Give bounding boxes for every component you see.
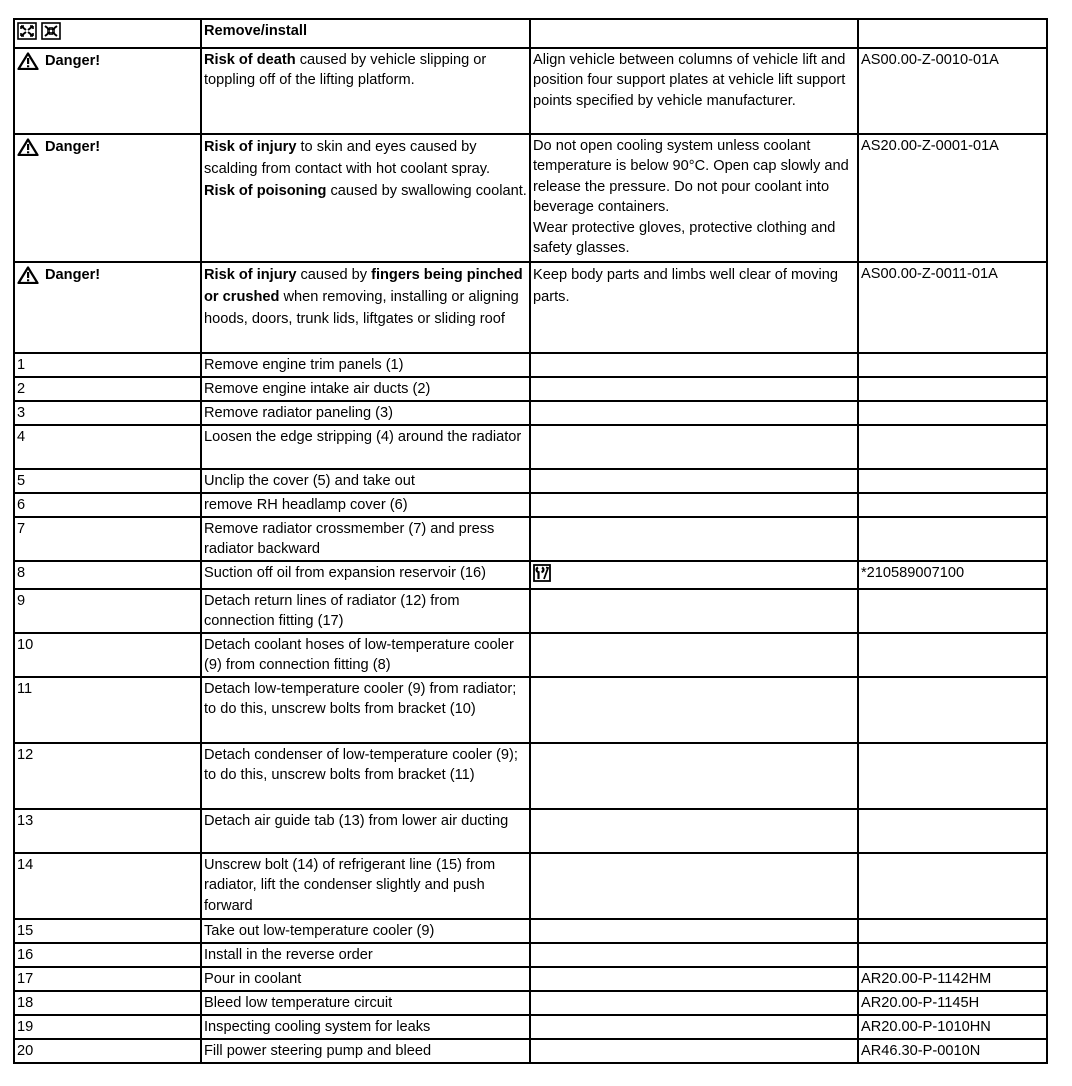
document-reference	[858, 517, 1047, 561]
risk-text: to skin and eyes caused by scalding from contact with hot coolant spray.	[204, 138, 491, 177]
step-text: Detach air guide tab (13) from lower air ducting	[201, 809, 530, 853]
danger-label-cell	[14, 48, 201, 134]
header-row	[14, 19, 1047, 48]
risk-heading: Risk of death	[204, 51, 296, 68]
step-row	[14, 425, 1047, 469]
step-number: 13	[14, 809, 201, 853]
measure-line: Wear protective gloves, protective clothing and safety glasses.	[533, 219, 836, 256]
step-text: Bleed low temperature circuit	[201, 991, 530, 1015]
step-row	[14, 809, 1047, 853]
document-reference: AR20.00-P-1145H	[858, 991, 1047, 1015]
danger-risk-cell	[201, 48, 530, 134]
step-tool-cell	[530, 967, 858, 991]
remove-icon	[17, 22, 37, 47]
document-reference: AR20.00-P-1010HN	[858, 1015, 1047, 1039]
step-number: 2	[14, 377, 201, 401]
step-tool-cell	[530, 919, 858, 943]
step-number: 8	[14, 561, 201, 589]
step-number: 18	[14, 991, 201, 1015]
document-reference	[858, 589, 1047, 633]
step-text: Detach condenser of low-temperature cooler (9); to do this, unscrew bolts from bracket (11)	[201, 743, 530, 809]
step-number: 10	[14, 633, 201, 677]
danger-label-cell	[14, 134, 201, 262]
step-row	[14, 943, 1047, 967]
document-reference	[858, 493, 1047, 517]
document-reference	[858, 377, 1047, 401]
danger-measure-cell: Keep body parts and limbs well clear of moving parts.	[530, 262, 858, 353]
step-text: Loosen the edge stripping (4) around the radiator	[201, 425, 530, 469]
step-tool-cell	[530, 743, 858, 809]
danger-row	[14, 48, 1047, 134]
step-tool-cell	[530, 493, 858, 517]
document-reference: AS00.00-Z-0011-01A	[858, 262, 1047, 353]
document-reference	[858, 853, 1047, 919]
step-row	[14, 517, 1047, 561]
install-icon	[41, 22, 61, 47]
danger-row	[14, 262, 1047, 353]
step-text: Remove radiator paneling (3)	[201, 401, 530, 425]
header-empty-cell	[858, 19, 1047, 48]
step-tool-cell	[530, 1015, 858, 1039]
step-tool-cell	[530, 377, 858, 401]
step-row	[14, 633, 1047, 677]
measure-line: Do not open cooling system unless coolant temperature is below 90°C. Open cap slowly and release the pressure. Do not pour coolant into beverage containers.	[533, 137, 849, 215]
step-text: Remove radiator crossmember (7) and press radiator backward	[201, 517, 530, 561]
document-reference: AS00.00-Z-0010-01A	[858, 48, 1047, 134]
step-tool-cell	[530, 991, 858, 1015]
header-title: Remove/install	[201, 19, 530, 48]
risk-text: caused by	[296, 266, 372, 283]
step-tool-cell	[530, 809, 858, 853]
risk-text: caused by vehicle slipping or toppling off of the lifting platform.	[204, 51, 487, 88]
step-tool-cell	[530, 353, 858, 377]
step-row	[14, 401, 1047, 425]
step-text: Inspecting cooling system for leaks	[201, 1015, 530, 1039]
step-number: 20	[14, 1039, 201, 1063]
danger-risk-cell	[201, 134, 530, 262]
step-text: remove RH headlamp cover (6)	[201, 493, 530, 517]
step-number: 15	[14, 919, 201, 943]
danger-label: Danger!	[45, 138, 101, 155]
step-number: 3	[14, 401, 201, 425]
document-reference: *210589007100	[858, 561, 1047, 589]
step-number: 17	[14, 967, 201, 991]
step-text: Detach return lines of radiator (12) from connection fitting (17)	[201, 589, 530, 633]
header-empty-cell	[530, 19, 858, 48]
danger-measure-cell: Align vehicle between columns of vehicle lift and position four support plates at vehicle lift support points specified by vehicle manufacturer.	[530, 48, 858, 134]
step-tool-cell	[530, 1039, 858, 1063]
step-tool-cell	[530, 589, 858, 633]
step-tool-cell	[530, 853, 858, 919]
header-icons-cell	[14, 19, 201, 48]
document-reference	[858, 943, 1047, 967]
danger-label: Danger!	[45, 52, 101, 69]
step-text: Fill power steering pump and bleed	[201, 1039, 530, 1063]
step-tool-cell	[530, 633, 858, 677]
step-tool-cell	[530, 469, 858, 493]
step-tool-cell	[530, 425, 858, 469]
step-number: 16	[14, 943, 201, 967]
step-row	[14, 493, 1047, 517]
danger-label-cell	[14, 262, 201, 353]
step-row	[14, 1039, 1047, 1063]
document-reference	[858, 919, 1047, 943]
step-tool-cell	[530, 561, 858, 589]
step-number: 5	[14, 469, 201, 493]
step-text: Take out low-temperature cooler (9)	[201, 919, 530, 943]
step-row	[14, 561, 1047, 589]
procedure-table	[13, 18, 1048, 1064]
step-row	[14, 743, 1047, 809]
step-row	[14, 677, 1047, 743]
document-reference	[858, 743, 1047, 809]
step-number: 1	[14, 353, 201, 377]
danger-risk-cell	[201, 262, 530, 353]
step-number: 12	[14, 743, 201, 809]
step-text: Unscrew bolt (14) of refrigerant line (15) from radiator, lift the condenser slightly and push forward	[201, 853, 530, 919]
document-reference	[858, 809, 1047, 853]
step-row	[14, 469, 1047, 493]
step-text: Detach low-temperature cooler (9) from radiator; to do this, unscrew bolts from bracket (10)	[201, 677, 530, 743]
step-number: 9	[14, 589, 201, 633]
step-row	[14, 853, 1047, 919]
step-tool-cell	[530, 401, 858, 425]
danger-row	[14, 134, 1047, 262]
document-reference	[858, 401, 1047, 425]
document-reference: AS20.00-Z-0001-01A	[858, 134, 1047, 262]
danger-measure-cell	[530, 134, 858, 262]
step-text: Pour in coolant	[201, 967, 530, 991]
step-number: 19	[14, 1015, 201, 1039]
step-row	[14, 991, 1047, 1015]
step-text: Detach coolant hoses of low-temperature cooler (9) from connection fitting (8)	[201, 633, 530, 677]
step-row	[14, 377, 1047, 401]
step-number: 4	[14, 425, 201, 469]
risk-heading: Risk of injury	[204, 138, 297, 155]
document-reference	[858, 469, 1047, 493]
step-number: 6	[14, 493, 201, 517]
step-text: Remove engine intake air ducts (2)	[201, 377, 530, 401]
step-row	[14, 353, 1047, 377]
special-tool-icon	[533, 564, 855, 582]
step-text: Unclip the cover (5) and take out	[201, 469, 530, 493]
warning-triangle-icon	[17, 137, 39, 156]
document-reference: AR20.00-P-1142HM	[858, 967, 1047, 991]
risk-heading: Risk of injury	[204, 266, 297, 283]
document-reference	[858, 677, 1047, 743]
step-number: 14	[14, 853, 201, 919]
document-reference	[858, 633, 1047, 677]
step-number: 7	[14, 517, 201, 561]
risk-text: caused by swallowing coolant.	[326, 182, 527, 199]
procedure-table-container	[13, 18, 1048, 1064]
warning-triangle-icon	[17, 51, 39, 70]
step-tool-cell	[530, 677, 858, 743]
step-tool-cell	[530, 943, 858, 967]
step-tool-cell	[530, 517, 858, 561]
risk-text: when removing, installing or aligning hoods, doors, trunk lids, liftgates or sliding roof	[204, 288, 519, 327]
risk-emphasis: fingers being pinched or crushed	[204, 266, 523, 305]
document-reference: AR46.30-P-0010N	[858, 1039, 1047, 1063]
step-row	[14, 967, 1047, 991]
danger-label: Danger!	[45, 266, 101, 283]
risk-heading: Risk of poisoning	[204, 182, 327, 199]
step-row	[14, 919, 1047, 943]
document-reference	[858, 353, 1047, 377]
step-number: 11	[14, 677, 201, 743]
document-reference	[858, 425, 1047, 469]
step-text: Install in the reverse order	[201, 943, 530, 967]
warning-triangle-icon	[17, 265, 39, 284]
step-row	[14, 1015, 1047, 1039]
step-text: Suction off oil from expansion reservoir (16)	[201, 561, 530, 589]
step-row	[14, 589, 1047, 633]
step-text: Remove engine trim panels (1)	[201, 353, 530, 377]
